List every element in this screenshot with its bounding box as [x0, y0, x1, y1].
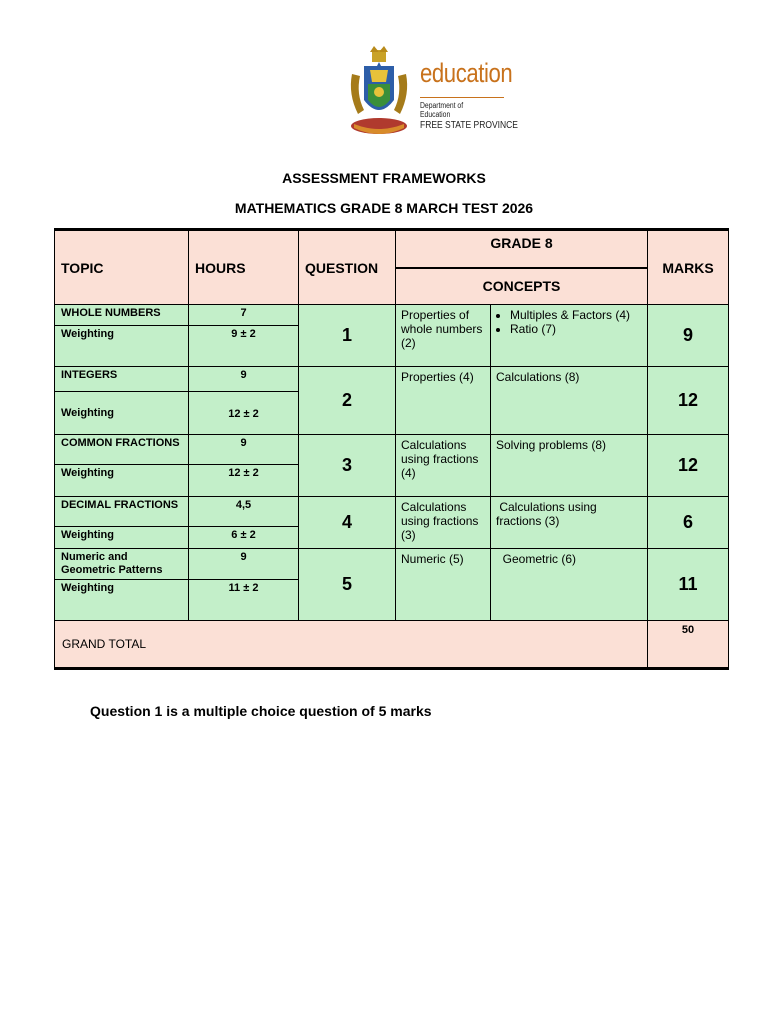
header-hours: HOURS: [195, 259, 246, 276]
hours-cell: 4,5: [189, 497, 299, 527]
marks-cell: 9: [648, 305, 729, 367]
topic-cell: INTEGERS: [55, 367, 189, 392]
grand-total-label: GRAND TOTAL: [55, 621, 648, 669]
header-grade: GRADE 8: [490, 235, 553, 251]
weighting-value: 11 ± 2: [189, 580, 299, 621]
grand-total-value: 50: [648, 621, 729, 669]
weighting-label: Weighting: [55, 527, 189, 549]
header-row: [55, 230, 729, 268]
marks-cell: 6: [648, 497, 729, 549]
weighting-value: 9 ± 2: [189, 326, 299, 367]
header-marks: MARKS: [662, 259, 714, 276]
question-note: Question 1 is a multiple choice question of 5 marks: [90, 703, 432, 719]
question-cell: 5: [299, 549, 396, 621]
weighting-label: Weighting: [55, 580, 189, 621]
grand-total-row: [55, 621, 729, 669]
logo-subtitle-1: Department of: [420, 101, 464, 110]
concept-a-cell: Properties of whole numbers (2): [396, 305, 491, 367]
weighting-value: 6 ± 2: [189, 527, 299, 549]
question-cell: 3: [299, 435, 396, 497]
weighting-value: 12 ± 2: [189, 392, 299, 435]
hours-cell: 9: [189, 435, 299, 465]
header-question: QUESTION: [305, 259, 379, 276]
weighting-label: Weighting: [55, 392, 189, 435]
marks-cell: 12: [648, 367, 729, 435]
marks-cell: 12: [648, 435, 729, 497]
list-item: • Multiples & Factors (4): [510, 308, 642, 322]
logo-subtitle-2: Education: [420, 110, 451, 119]
concept-b-cell: Calculations using fractions (3): [491, 497, 648, 549]
assessment-framework-table: [54, 228, 729, 670]
topic-cell: WHOLE NUMBERS: [55, 305, 189, 326]
question-cell: 4: [299, 497, 396, 549]
weighting-label: Weighting: [55, 465, 189, 497]
concept-a-cell: Calculations using fractions (3): [396, 497, 491, 549]
coat-of-arms-icon: [346, 44, 412, 140]
weighting-label: Weighting: [55, 326, 189, 367]
question-cell: 1: [299, 305, 396, 367]
concept-b-cell: Calculations (8): [491, 367, 648, 435]
hours-cell: 9: [189, 367, 299, 392]
table-row: [55, 549, 729, 580]
concept-b-cell: [491, 305, 648, 367]
hours-cell: 9: [189, 549, 299, 580]
table-row: [55, 497, 729, 527]
topic-cell: DECIMAL FRACTIONS: [55, 497, 189, 527]
table-row: [55, 305, 729, 326]
document-subtitle: MATHEMATICS GRADE 8 MARCH TEST 2026: [234, 200, 534, 216]
header-concepts: CONCEPTS: [482, 278, 561, 295]
logo-subtitle-3: FREE STATE PROVINCE: [420, 120, 518, 131]
list-item: • Ratio (7): [510, 322, 642, 336]
document-title: ASSESSMENT FRAMEWORKS: [282, 170, 486, 186]
weighting-value: 12 ± 2: [189, 465, 299, 497]
table-row: [55, 367, 729, 392]
header-topic: TOPIC: [61, 259, 104, 276]
logo-wordmark: education: [420, 58, 513, 88]
concept-b-cell: Solving problems (8): [491, 435, 648, 497]
question-cell: 2: [299, 367, 396, 435]
concept-b-cell: Geometric (6): [491, 549, 648, 621]
logo-rule: [420, 97, 504, 98]
concept-a-cell: Properties (4): [396, 367, 491, 435]
topic-cell: COMMON FRACTIONS: [55, 435, 189, 465]
table-row: [55, 435, 729, 465]
concept-b-list: [496, 308, 642, 336]
concept-a-cell: Numeric (5): [396, 549, 491, 621]
marks-cell: 11: [648, 549, 729, 621]
concept-a-cell: Calculations using fractions (4): [396, 435, 491, 497]
topic-cell: Numeric and Geometric Patterns: [55, 549, 189, 580]
department-logo: [346, 44, 516, 140]
hours-cell: 7: [189, 305, 299, 326]
